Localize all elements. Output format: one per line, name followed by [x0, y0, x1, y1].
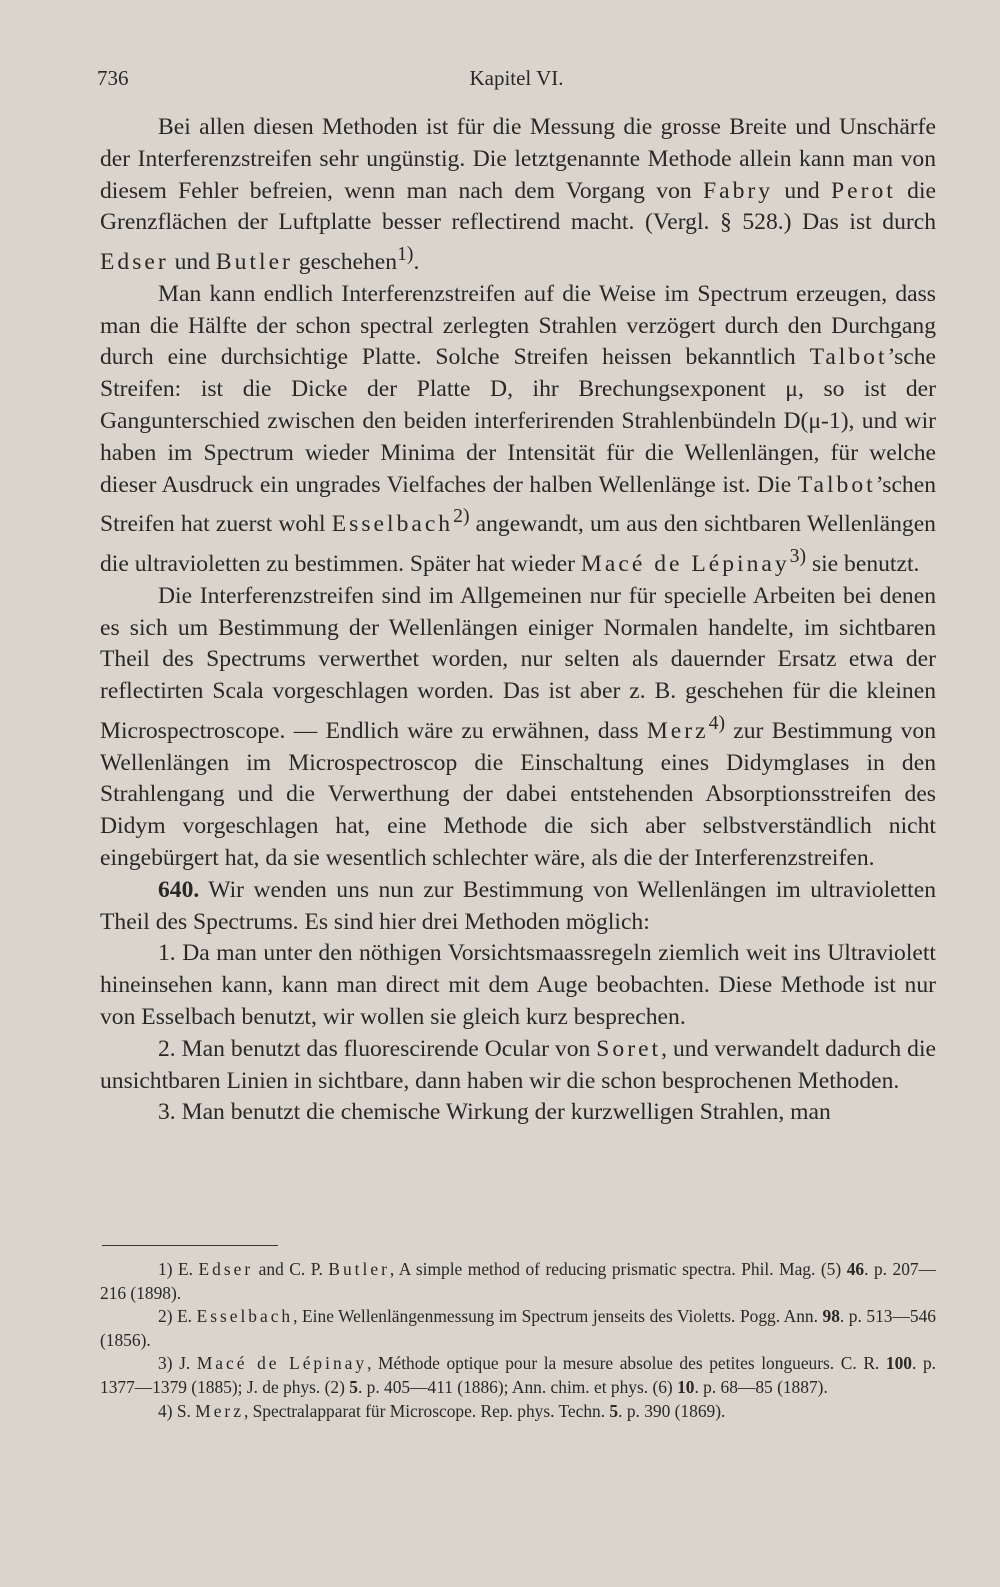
text: . p. 513—546 (1856). [100, 1306, 936, 1350]
paragraph-section-640 [100, 875, 936, 939]
text: und [168, 249, 216, 276]
name-merz: Merz [646, 717, 709, 744]
page-header [97, 66, 936, 94]
text: Wir wenden uns nun zur Bestimmung von Wellenlängen im ultravioletten Theil des Spectrums. Es sind hier drei Methoden möglich: [100, 876, 936, 935]
footnote-number: 1) [158, 1259, 173, 1279]
volume-number: 5 [349, 1376, 358, 1397]
text: , Méthode optique pour la mesure absolue des petites longueurs. C. R. [367, 1353, 886, 1374]
volume-number: 10 [677, 1376, 695, 1397]
name-fabry: Fabry [702, 177, 774, 204]
footnote-number: 3) [158, 1353, 173, 1374]
paragraph-method-3: 3. Man benutzt die chemische Wirkung der kurzwelligen Strahlen, man [158, 1099, 831, 1126]
text: 2. Man benutzt das fluorescirende Ocular von [158, 1035, 597, 1062]
paragraph-method-1: 1. Da man unter den nöthigen Vorsichtsmaassregeln ziemlich weit ins Ultraviolett hineinsehen kann, kann man direct mit dem Auge beobachten. Diese Methode ist nur von Esselbach benutzt, wir wollen sie gleich kurz besprechen. [100, 940, 936, 1030]
footnote-2 [100, 1305, 936, 1352]
text: zur Bestimmung von Wellenlängen im Microspectroscop die Einschaltung eines Didymglases in den Strahlengang und die Verwerthung der dabei entstehenden Absorptionsstreifen des Didym vorgeschlagen hat, eine Methode die sich aber selbstverständlich nicht eingebürgert hat, da sie wesentlich schlechter wäre, als die der Interferenzstreifen. [100, 717, 936, 871]
text: E. [178, 1259, 199, 1279]
footnote-3 [100, 1352, 936, 1399]
paragraph-1 [100, 112, 936, 279]
footnote-number: 2) [158, 1306, 173, 1327]
name-talbot: Talbot [797, 471, 876, 498]
name-perot: Perot [831, 177, 896, 204]
text: . [413, 249, 420, 276]
footnote-rule [102, 1245, 278, 1246]
text: S. [176, 1400, 196, 1421]
text: , und verwandelt dadurch die unsichtbaren Linien in sichtbare, dann haben wir die schon besprochenen Methoden. [100, 1035, 936, 1094]
text: ’sche Streifen: ist die Dicke der Platte D, ihr Brechungsexponent μ, so ist der Gangunterschied zwischen den beiden interferirenden Strahlenbündeln D(μ-1), und wir haben im Spectrum wieder Minima der Intensität für die Wellenlängen, für welche dieser Ausdruck ein ungrades Vielfaches der halben Wellenlänge ist. Die [100, 344, 936, 498]
volume-number: 46 [846, 1259, 865, 1279]
footnote-1 [100, 1258, 936, 1305]
page-number: 736 [97, 66, 129, 90]
paragraph-2 [100, 279, 936, 581]
text: and C. P. [253, 1259, 329, 1279]
volume-number: 100 [885, 1353, 912, 1374]
footnote-4 [100, 1400, 936, 1424]
volume-number: 98 [822, 1306, 840, 1327]
text: und [773, 177, 832, 204]
name-mace: Macé de Lépinay [196, 1353, 368, 1374]
text: angewandt, um aus den sichtbaren Wellenlängen die ultravioletten zu bestimmen. Später hat wieder [100, 511, 936, 577]
footnote-ref-3: 3) [789, 545, 807, 568]
name-esselbach: Esselbach [196, 1306, 294, 1327]
text: Die Interferenzstreifen sind im Allgemeinen nur für specielle Arbeiten bei denen es sich um Bestimmung der Wellenlängen einiger Normalen handelte, im sichtbaren Theil des Spectrums verwerthet worden, nur selten als dauernder Ersatz etwa der reflectirten Scala vorgeschlagen worden. Das ist aber z. B. geschehen für die kleinen Microspectroscope. — Endlich wäre zu erwähnen, dass [100, 582, 936, 744]
text: Bei allen diesen Methoden ist für die Messung die grosse Breite und Unschärfe der Interferenzstreifen sehr ungünstig. Die letztgenannte Methode allein kann man von diesem Fehler befreien, wenn man nach dem Vorgang von [100, 114, 936, 204]
text: . p. 390 (1869). [618, 1400, 726, 1421]
name-soret: Soret [596, 1035, 662, 1062]
name-esselbach: Esselbach [331, 511, 454, 538]
footnote-number: 4) [158, 1400, 173, 1421]
text: . p. 1377—1379 (1885); J. de phys. (2) [100, 1353, 936, 1397]
name-edser: Edser [100, 249, 169, 276]
footnote-ref-4: 4) [708, 711, 725, 734]
text: J. [179, 1353, 197, 1374]
text: E. [177, 1306, 197, 1327]
body-text [100, 112, 936, 1129]
text: , Eine Wellenlängenmessung im Spectrum jenseits des Violetts. Pogg. Ann. [293, 1306, 823, 1327]
text: die Grenzflächen der Luftplatte besser reflectirend macht. (Vergl. § 528.) Das ist durch [100, 177, 936, 236]
text: . p. 405—411 (1886); Ann. chim. et phys. (6) [357, 1376, 678, 1397]
text: . p. 68—85 (1887). [694, 1376, 828, 1397]
text: ’schen Streifen hat zuerst wohl [100, 471, 936, 538]
paragraph-method-2 [100, 1034, 936, 1098]
footnote-ref-2: 2) [453, 505, 470, 528]
text: , Spectralapparat für Microscope. Rep. phys. Techn. [243, 1400, 610, 1421]
name-butler: Butler [215, 249, 293, 276]
section-number: 640. [158, 876, 200, 903]
name-butler: Butler [328, 1259, 390, 1279]
text: Man kann endlich Interferenzstreifen auf die Weise im Spectrum erzeugen, dass man die Hälfte der schon spectral zerlegten Strahlen verzögert durch den Durchgang durch eine durchsichtige Platte. Solche Streifen heissen bekanntlich [100, 280, 936, 371]
text: geschehen [292, 249, 398, 276]
name-edser: Edser [198, 1259, 254, 1279]
footnote-ref-1: 1) [397, 243, 414, 266]
name-mace: Macé de Lépinay [580, 550, 790, 577]
running-head: Kapitel VI. [469, 66, 564, 90]
footnotes [100, 1258, 936, 1423]
name-talbot: Talbot [809, 344, 888, 371]
name-merz: Merz [195, 1400, 244, 1421]
text: . p. 207—216 (1898). [100, 1259, 936, 1303]
text: , A simple method of reducing prismatic spectra. Phil. Mag. (5) [389, 1259, 847, 1279]
paragraph-3 [100, 581, 936, 875]
volume-number: 5 [609, 1400, 619, 1421]
text: sie benutzt. [806, 550, 920, 577]
